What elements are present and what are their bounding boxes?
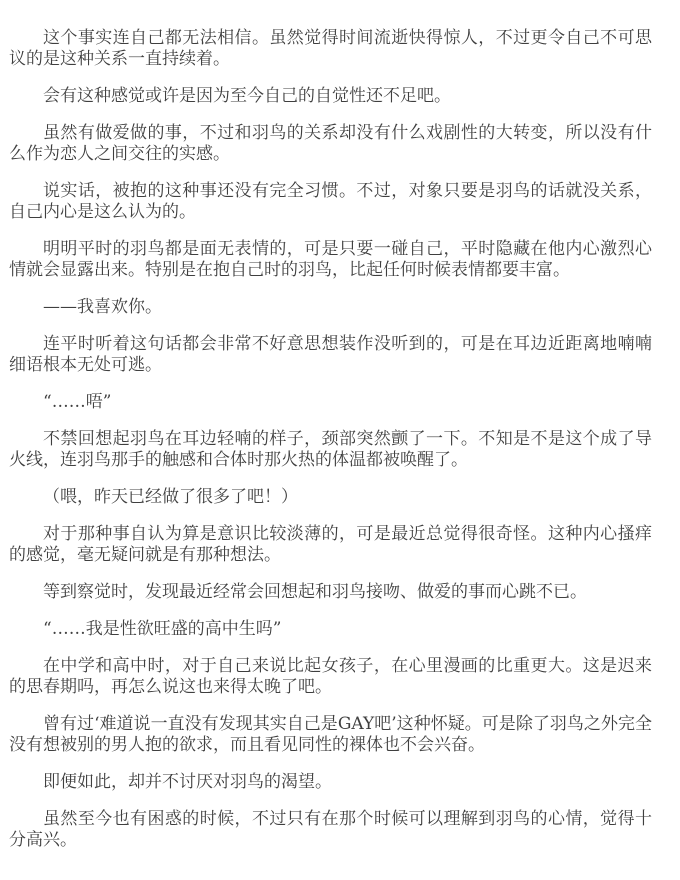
paragraph: 不禁回想起羽鸟在耳边轻喃的样子，颈部突然颤了一下。不知是不是这个成了导火线，连羽鸟那手的触感和合体时那火热的体温都被唤醒了。 [9,429,652,470]
paragraph: 曾有过‘难道说一直没有发现其实自己是GAY吧’这种怀疑。可是除了羽鸟之外完全没有想被别的男人抱的欲求，而且看见同性的裸体也不会兴奋。 [9,714,652,755]
paragraph-thought: （喂，昨天已经做了很多了吧！） [43,487,298,507]
paragraph-dialogue: “……我是性欲旺盛的高中生吗” [43,619,282,639]
paragraph: 即便如此，却并不讨厌对羽鸟的渴望。 [43,772,332,792]
paragraph: 等到察觉时，发现最近经常会回想起和羽鸟接吻、做爱的事而心跳不已。 [43,582,587,602]
paragraph: 说实话，被抱的这种事还没有完全习惯。不过，对象只要是羽鸟的话就没关系，自己内心是这么认为的。 [9,181,652,222]
paragraph: 虽然有做爱做的事，不过和羽鸟的关系却没有什么戏剧性的大转变，所以没有什么作为恋人之间交往的实感。 [9,123,652,164]
paragraph: 虽然至今也有困惑的时候，不过只有在那个时候可以理解到羽鸟的心情，觉得十分高兴。 [9,809,652,850]
paragraph-monologue: ——我喜欢你。 [43,297,162,317]
paragraph: 连平时听着这句话都会非常不好意思想装作没听到的，可是在耳边近距离地喃喃细语根本无处可逃。 [9,334,652,375]
paragraph: 明明平时的羽鸟都是面无表情的，可是只要一碰自己，平时隐藏在他内心激烈心情就会显露出来。特别是在抱自己时的羽鸟，比起任何时候表情都要丰富。 [9,239,652,280]
paragraph: 这个事实连自己都无法相信。虽然觉得时间流逝快得惊人，不过更令自己不可思议的是这种关系一直持续着。 [9,28,652,69]
paragraph: 在中学和高中时，对于自己来说比起女孩子，在心里漫画的比重更大。这是迟来的思春期吗，再怎么说这也来得太晚了吧。 [9,656,652,697]
paragraph-dialogue: “……唔” [43,392,112,412]
paragraph: 会有这种感觉或许是因为至今自己的自觉性还不足吧。 [43,86,451,106]
paragraph: 对于那种事自认为算是意识比较淡薄的，可是最近总觉得很奇怪。这种内心搔痒的感觉，毫无疑问就是有那种想法。 [9,524,652,565]
